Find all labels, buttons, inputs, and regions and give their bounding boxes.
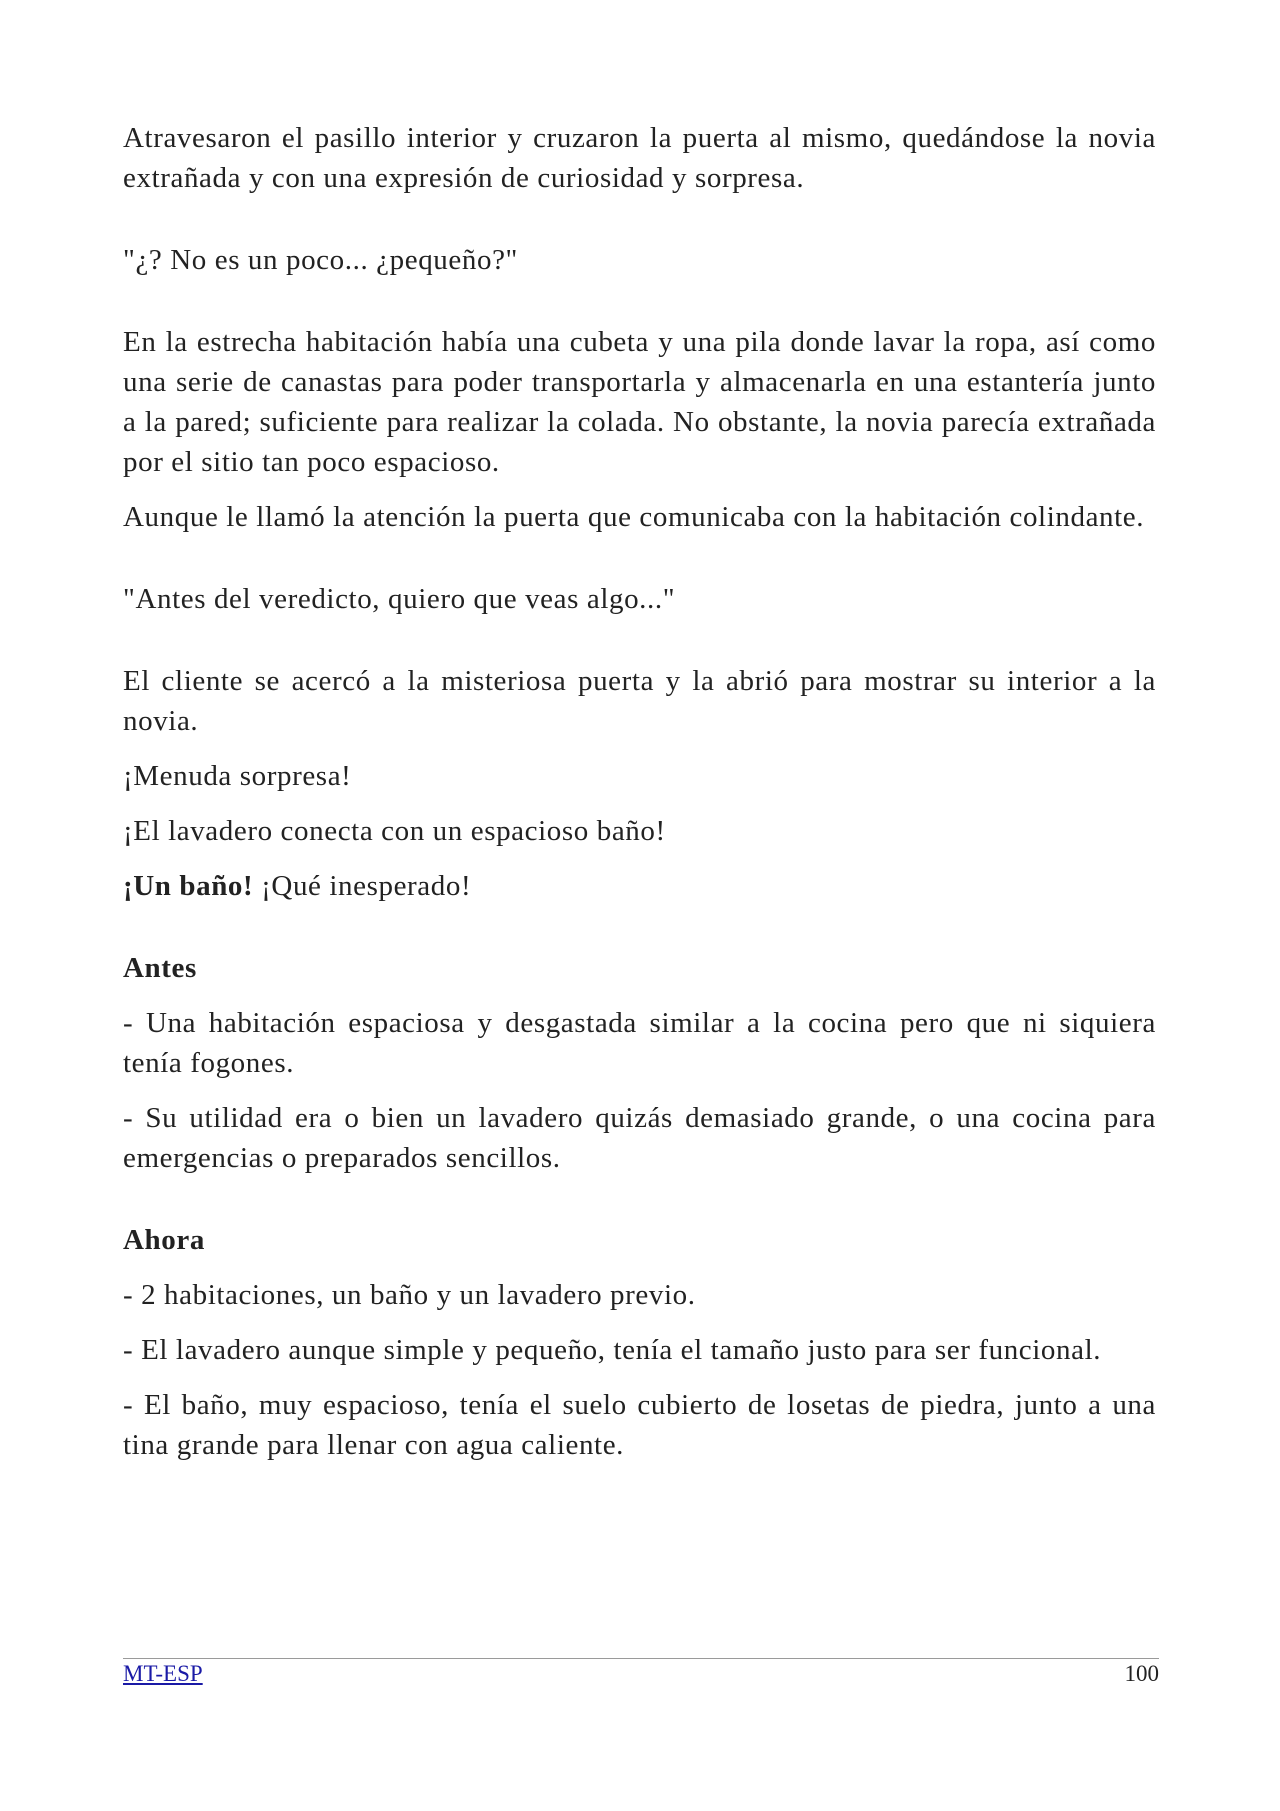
page-number: 100 bbox=[1124, 1661, 1159, 1686]
section-heading-after: Ahora bbox=[123, 1224, 205, 1256]
section-heading-before: Antes bbox=[123, 952, 197, 984]
footer-link[interactable]: MT-ESP bbox=[123, 1661, 203, 1686]
dialogue-line: "Antes del veredicto, quiero que veas algo..." bbox=[123, 583, 676, 615]
paragraph: En la estrecha habitación había una cubeta y una pila donde lavar la ropa, así como una serie de canastas para poder transportarla y almacenarla en una estantería junto a la pared; suficiente para realizar la colada. No obstante, la novia parecía extrañada por el sitio tan poco espacioso. bbox=[123, 326, 1156, 478]
paragraph: El cliente se acercó a la misteriosa puerta y la abrió para mostrar su interior a la novia. bbox=[123, 665, 1156, 737]
page-body bbox=[123, 118, 1156, 1465]
bold-exclamation: ¡Un baño! bbox=[123, 870, 254, 902]
exclamation-line bbox=[123, 866, 1156, 906]
list-item: - El baño, muy espacioso, tenía el suelo cubierto de losetas de piedra, junto a una tina grande para llenar con agua caliente. bbox=[123, 1389, 1156, 1461]
paragraph: Atravesaron el pasillo interior y cruzaron la puerta al mismo, quedándose la novia extrañada y con una expresión de curiosidad y sorpresa. bbox=[123, 122, 1156, 194]
list-item: - Una habitación espaciosa y desgastada similar a la cocina pero que ni siquiera tenía fogones. bbox=[123, 1007, 1156, 1079]
list-item: - El lavadero aunque simple y pequeño, tenía el tamaño justo para ser funcional. bbox=[123, 1334, 1102, 1366]
exclamation-line: ¡El lavadero conecta con un espacioso baño! bbox=[123, 815, 666, 847]
dialogue-line: "¿? No es un poco... ¿pequeño?" bbox=[123, 244, 518, 276]
exclamation-line: ¡Menuda sorpresa! bbox=[123, 760, 352, 792]
list-item: - Su utilidad era o bien un lavadero quizás demasiado grande, o una cocina para emergencias o preparados sencillos. bbox=[123, 1102, 1156, 1174]
paragraph: Aunque le llamó la atención la puerta que comunicaba con la habitación colindante. bbox=[123, 501, 1145, 533]
exclamation-rest: ¡Qué inesperado! bbox=[253, 870, 472, 902]
footer-divider bbox=[123, 1658, 1159, 1659]
list-item: - 2 habitaciones, un baño y un lavadero previo. bbox=[123, 1279, 696, 1311]
